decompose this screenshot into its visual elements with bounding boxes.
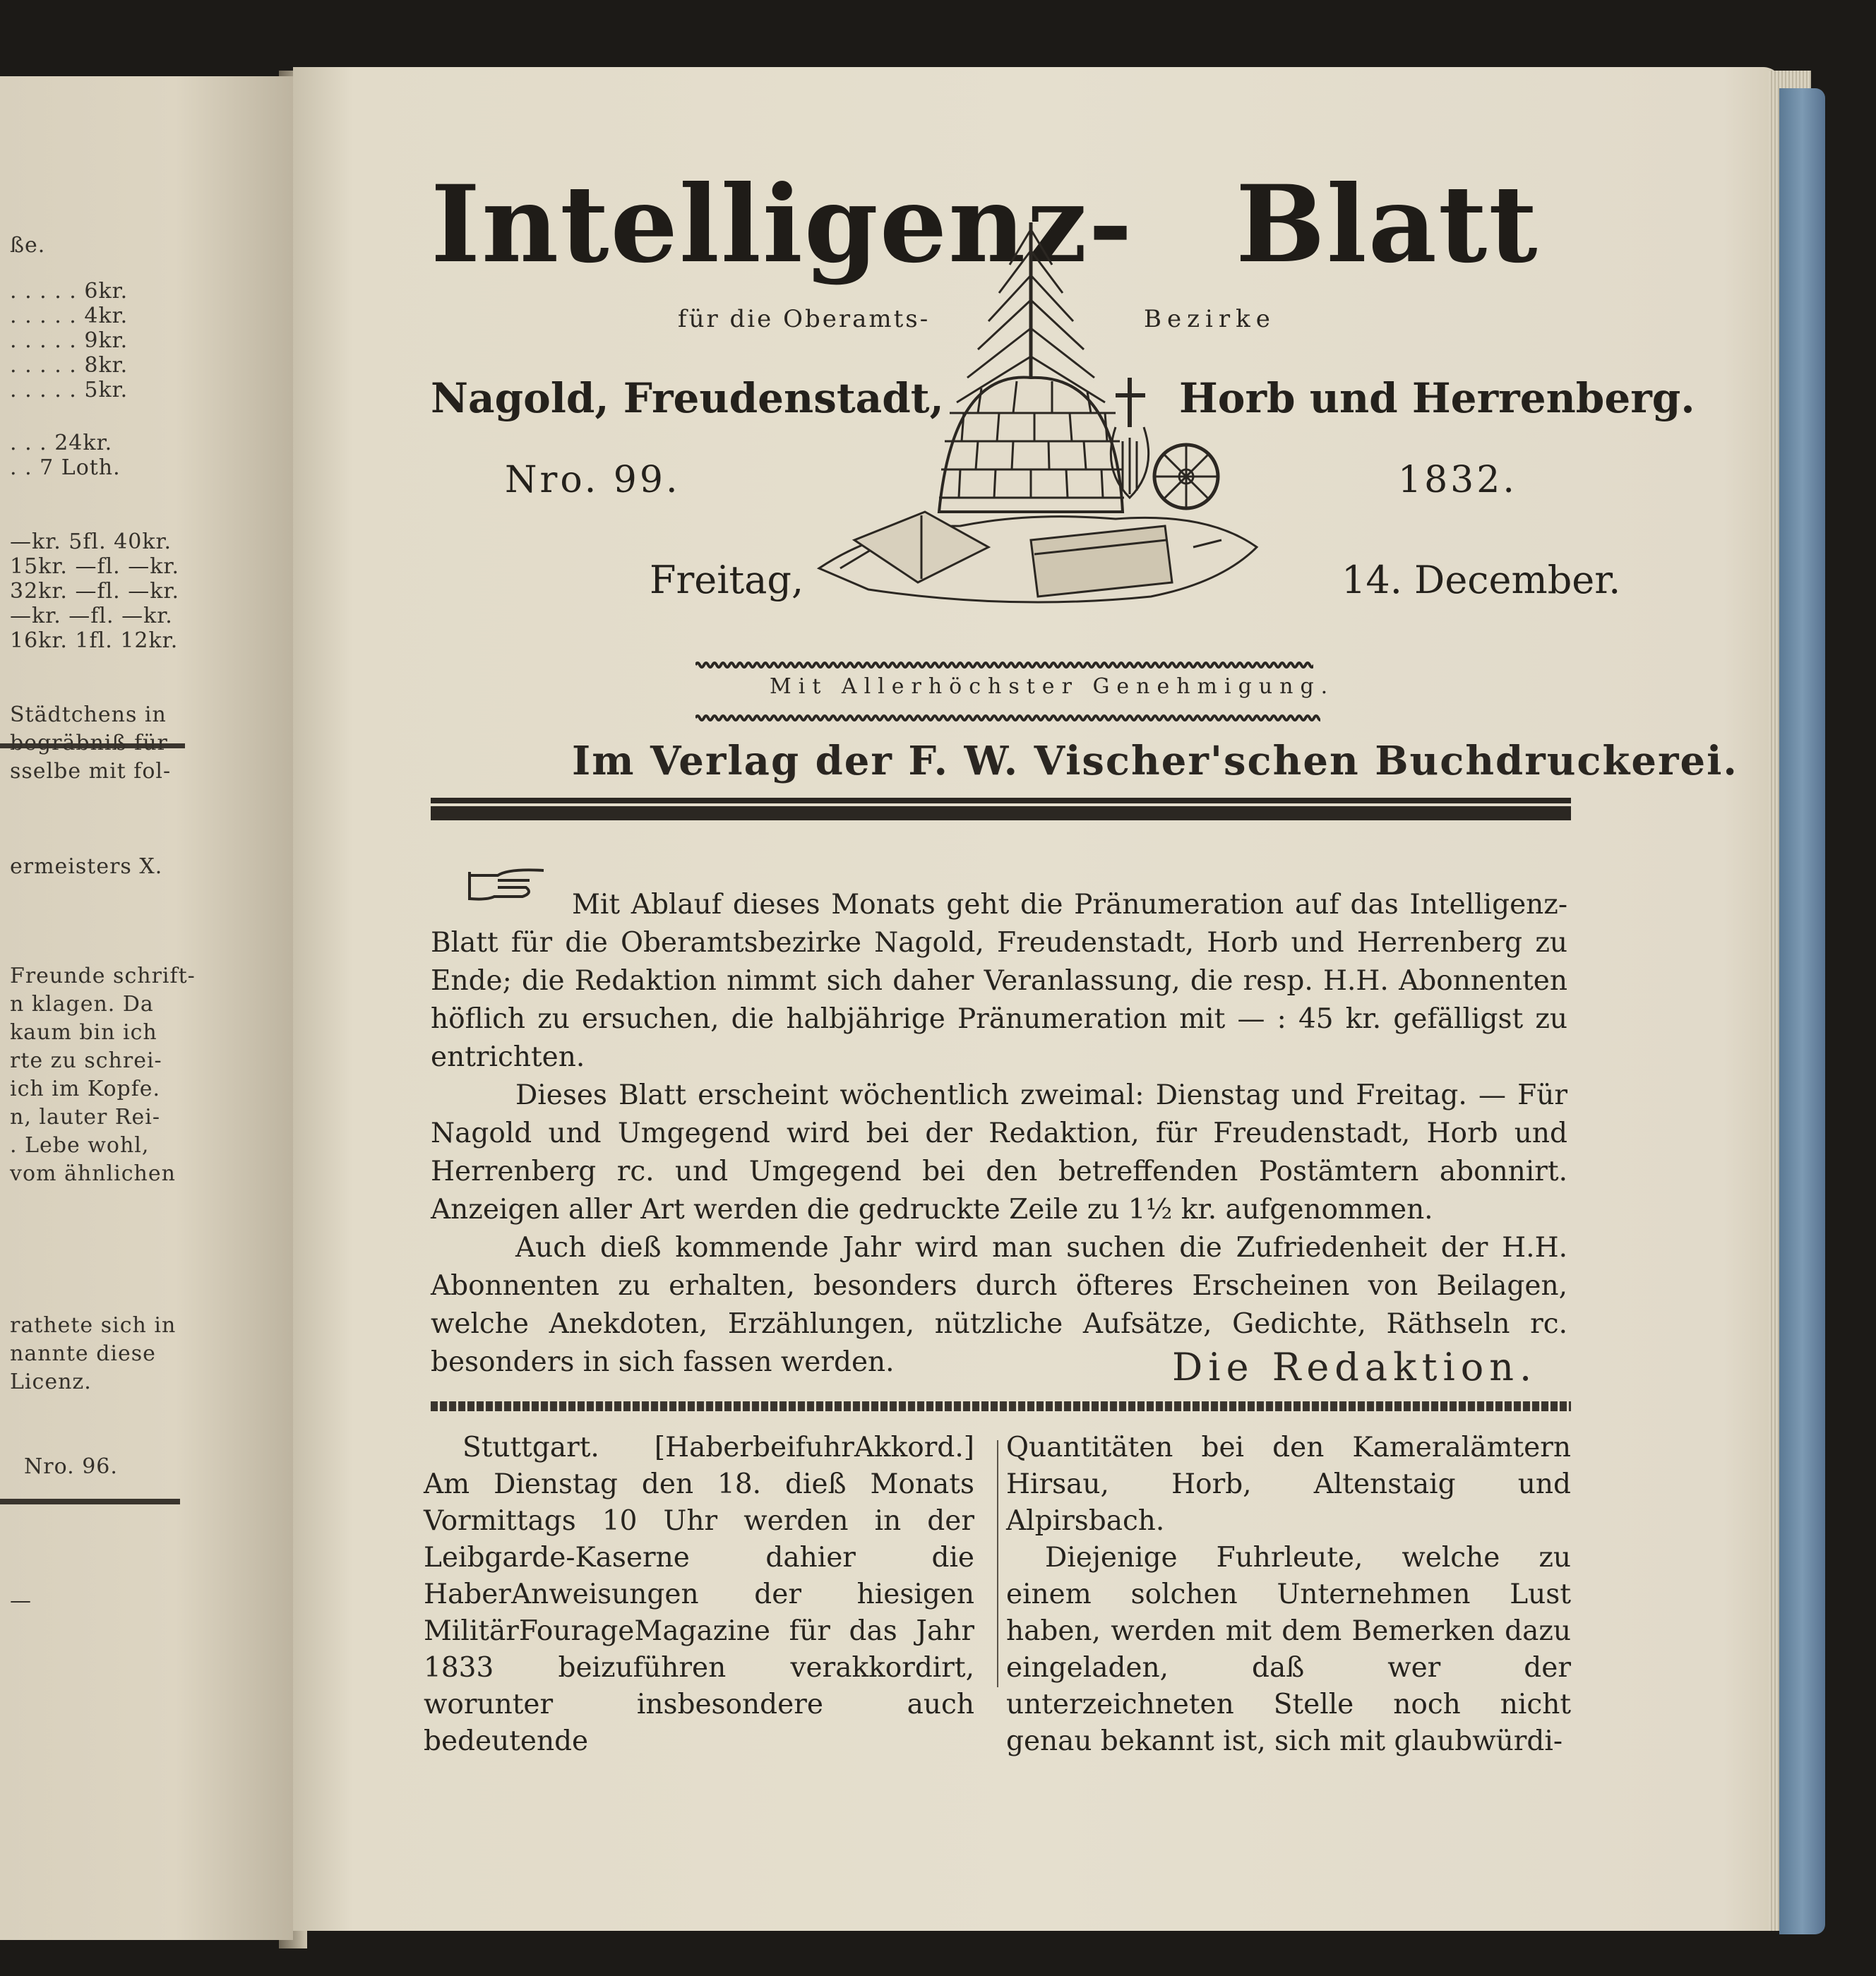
column-divider <box>997 1440 998 1687</box>
permit-line: Mit Allerhöchster Genehmigung. <box>770 674 1335 699</box>
left-page-line: Licenz. <box>10 1370 92 1394</box>
notice-paragraph-1: Mit Ablauf dieses Monats geht die Pränumeration auf das Intelligenz-Blatt für die Oberamtsbezirke Nagold, Freudenstadt, Horb und Herrenberg zu Ende; die Redaktion nimmt sich daher Veranlassung, die resp. H.H. Abonnenten höflich zu ersuchen, die halbjährige Pränumeration mit — : 45 kr. gefälligst zu entrichten. <box>431 889 1567 1073</box>
left-page-line: . . . 24kr. <box>10 431 113 455</box>
left-page-line: ich im Kopfe. <box>10 1077 161 1101</box>
masthead-places-left: Nagold, Freudenstadt, <box>431 374 944 422</box>
left-page-line: n, lauter Rei- <box>10 1105 160 1130</box>
article-left-text: Stuttgart. [HaberbeifuhrAkkord.] Am Dienstag den 18. dieß Monats Vormittags 10 Uhr werden in der Leibgarde-Kaserne dahier die HaberAnweisungen der hiesigen MilitärFourageMagazine für das Jahr 1833 beizuführen verakkordirt, worunter insbesondere auch bedeutende <box>424 1432 974 1757</box>
notice-paragraph-2: Dieses Blatt erscheint wöchentlich zweimal: Dienstag und Freitag. — Für Nagold und Umgegend wird bei der Redaktion, für Freudenstadt, Horb und Herrenberg rc. und Umgegend bei den betreffenden Postämtern abonnirt. Anzeigen aller Art werden die gedruckte Zeile zu 1½ kr. aufgenommen. <box>431 1079 1567 1226</box>
left-page-line: vom ähnlichen <box>10 1161 176 1186</box>
left-page-line: . . . . . 4kr. <box>10 304 129 328</box>
left-page-line: Städtchens in <box>10 702 167 727</box>
left-page-line: ermeisters X. <box>10 854 163 879</box>
issue-weekday: Freitag, <box>650 558 804 602</box>
left-page-rule-2 <box>0 1499 180 1504</box>
left-page-line: . Lebe wohl, <box>10 1133 150 1158</box>
left-page-line: rathete sich in <box>10 1313 177 1338</box>
left-page-line: 32kr. —fl. —kr. <box>10 579 179 604</box>
left-page-line: — <box>10 1588 32 1613</box>
left-page-line: Nro. 96. <box>24 1454 118 1479</box>
issue-year: 1832. <box>1398 459 1517 501</box>
left-page-line: . . . . . 9kr. <box>10 328 129 353</box>
issue-date: 14. December. <box>1342 558 1621 602</box>
left-page-line: ße. <box>10 233 46 258</box>
masthead-sub-left: für die Oberamts- <box>678 305 931 333</box>
article-right-text-1: Quantitäten bei den Kameralämtern Hirsau, Horb, Altenstaig und Alpirsbach. <box>1006 1432 1571 1537</box>
left-page-line: 15kr. —fl. —kr. <box>10 554 179 579</box>
subscription-notice <box>431 886 1567 1382</box>
section-divider-rule <box>431 1401 1571 1411</box>
masthead-places-right: Horb und Herrenberg. <box>1179 374 1695 422</box>
woodcut-emblem-illustration <box>798 215 1278 611</box>
left-page-line: begräbniß für <box>10 731 168 755</box>
left-page-line: . . . . . 6kr. <box>10 279 129 304</box>
left-page-line: n klagen. Da <box>10 992 154 1017</box>
left-page <box>0 76 293 1940</box>
masthead-double-rule <box>431 798 1571 825</box>
notice-signature: Die Redaktion. <box>1172 1345 1538 1389</box>
left-page-line: Freunde schrift- <box>10 964 196 988</box>
notice-paragraph-3: Auch dieß kommende Jahr wird man suchen die Zufriedenheit der H.H. Abonnenten zu erhalten, besonders durch öfteres Erscheinen von Beilagen, welche Anekdoten, Erzählungen, nützliche Aufsätze, Gedichte, Räthseln rc. besonders in sich fassen werden. <box>431 1232 1567 1378</box>
book-cover-edge <box>1779 88 1825 1934</box>
permit-wave-rule-bottom <box>695 713 1320 723</box>
left-page-line: . . . . . 8kr. <box>10 353 129 378</box>
left-page-line: kaum bin ich <box>10 1020 157 1045</box>
left-page-line: —kr. —fl. —kr. <box>10 604 173 628</box>
masthead-title-right: Blatt <box>1236 162 1539 287</box>
publisher-line: Im Verlag der F. W. Vischer'schen Buchdruckerei. <box>572 738 1738 784</box>
masthead-title-left: Intelligenz- <box>431 162 1134 287</box>
left-page-line: . . . . . 5kr. <box>10 378 129 402</box>
article-left-column <box>424 1430 974 1760</box>
article-right-text-2: Diejenige Fuhrleute, welche zu einem solchen Unternehmen Lust haben, werden mit dem Bemerken dazu eingeladen, daß wer der unterzeichneten Stelle noch nicht genau bekannt ist, sich mit glaubwürdi- <box>1006 1542 1571 1757</box>
left-page-line: nannte diese <box>10 1341 156 1366</box>
left-page-line: —kr. 5fl. 40kr. <box>10 529 172 554</box>
left-page-line: rte zu schrei- <box>10 1048 162 1073</box>
issue-number: Nro. 99. <box>505 459 681 501</box>
left-page-line: 16kr. 1fl. 12kr. <box>10 628 179 653</box>
left-page-line: . . 7 Loth. <box>10 455 121 480</box>
article-right-column <box>1006 1430 1571 1760</box>
left-page-line: sselbe mit fol- <box>10 759 172 784</box>
permit-wave-rule-top <box>695 660 1313 670</box>
masthead-sub-right: Bezirke <box>1144 305 1276 333</box>
